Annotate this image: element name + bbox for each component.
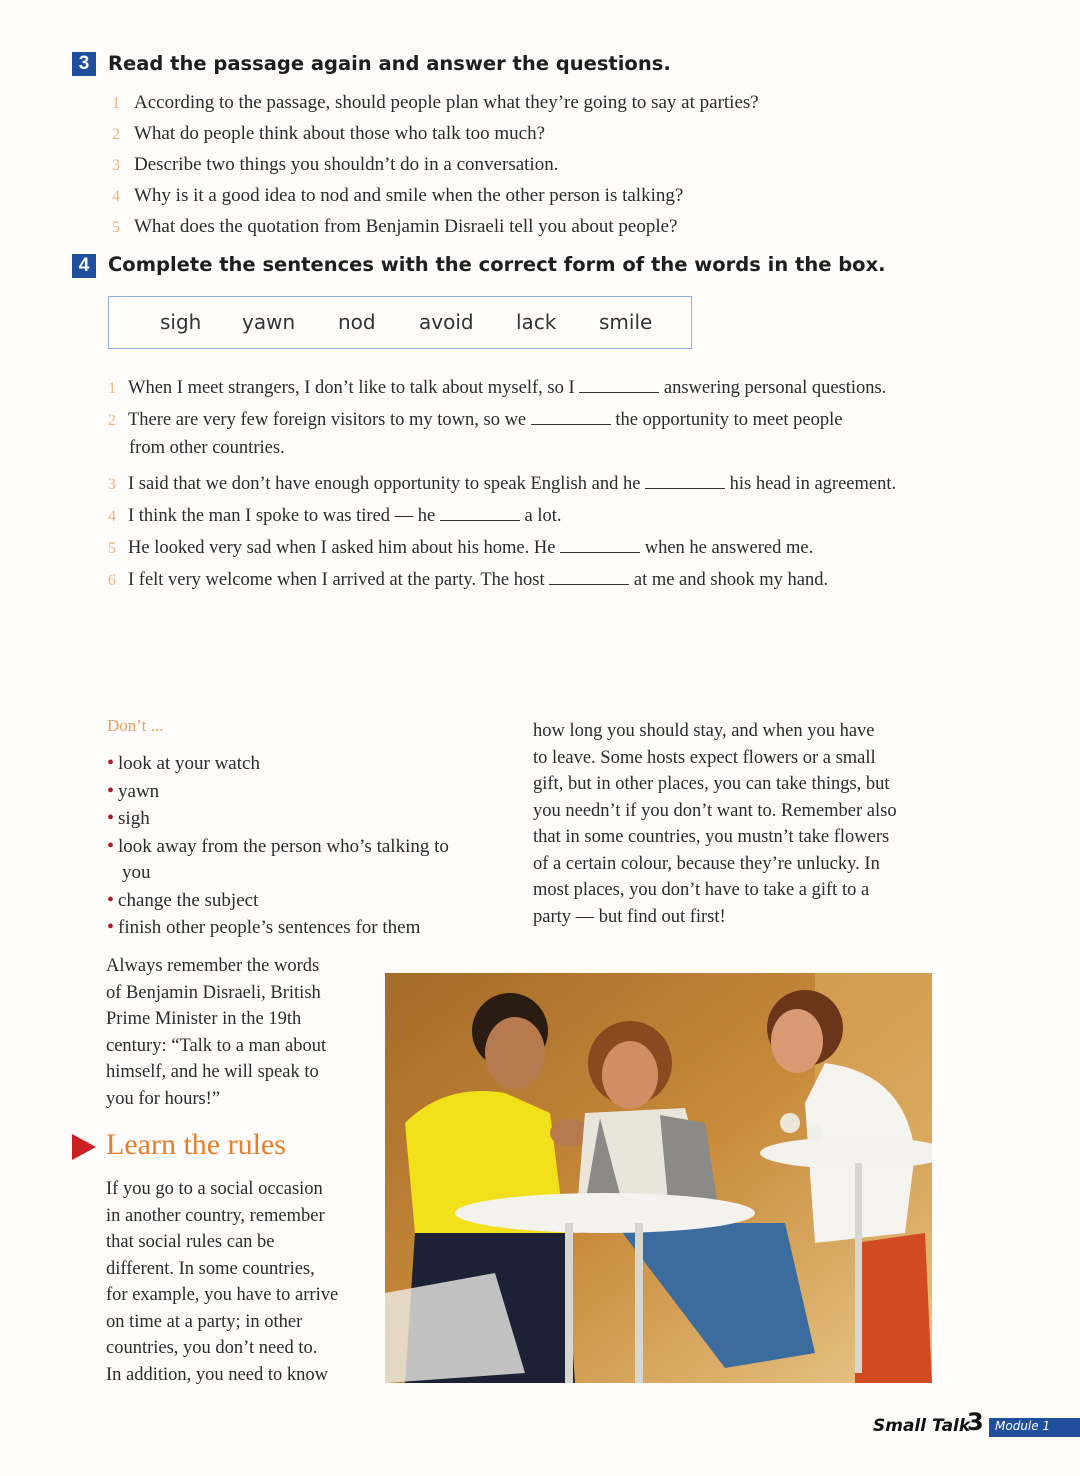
sentence-item: 4 I think the man I spoke to was tired — he a lot. [108, 502, 562, 527]
sentence-item: 2 There are very few foreign visitors to my town, so we the opportunity to meet people [108, 406, 843, 431]
sentence-continuation: from other countries. [129, 438, 285, 458]
exercise-number-badge: 3 [72, 52, 96, 76]
section-heading: Learn the rules [106, 1128, 286, 1161]
word-box-word: sigh [160, 310, 202, 334]
word-box-word: lack [516, 310, 557, 334]
list-item: • look at your watch [107, 752, 260, 774]
photo-illustration [385, 973, 932, 1383]
page-number: 3 [967, 1408, 984, 1436]
answer-blank[interactable] [560, 534, 640, 553]
question-item: 4 Why is it a good idea to nod and smile when the other person is talking? [112, 185, 684, 206]
disraeli-quote: Always remember the words of Benjamin Disraeli, British Prime Minister in the 19th century: “Talk to a man about himself, and he will speak to you for hours!” [106, 956, 327, 1109]
module-tab [989, 1418, 1080, 1437]
list-item: • yawn [107, 779, 160, 802]
list-item: • change the subject [107, 888, 259, 911]
module-label: Module 1 [995, 1419, 1051, 1433]
party-photo [385, 973, 932, 1383]
answer-blank[interactable] [531, 406, 611, 425]
word-box-word: avoid [419, 310, 474, 334]
word-box-word: nod [338, 310, 376, 334]
sentence-item: 1 When I meet strangers, I don’t like to talk about myself, so I answering personal questions. [108, 374, 886, 399]
word-box-word: smile [599, 310, 653, 334]
exercise-4-title: Complete the sentences with the correct form of the words in the box. [108, 253, 886, 276]
answer-blank[interactable] [579, 374, 659, 393]
list-item-continuation: you [122, 862, 151, 883]
list-item: • sigh [107, 807, 150, 829]
question-item: 2 What do people think about those who talk too much? [112, 123, 546, 144]
word-box [108, 296, 692, 349]
exercise-number-badge: 4 [72, 254, 96, 278]
question-item: 5 What does the quotation from Benjamin Disraeli tell you about people? [112, 216, 678, 237]
list-item: • finish other people’s sentences for them [107, 916, 421, 938]
rules-paragraph: If you go to a social occasion in another country, remember that social rules can be different. In some countries, for example, you have to arrive on time at a party; in other countries, you don’t need to. In addition, you need to know [106, 1179, 339, 1385]
answer-blank[interactable] [645, 470, 725, 489]
arrow-icon [72, 1134, 96, 1160]
dont-heading: Don’t ... [107, 716, 164, 735]
dont-list [107, 750, 449, 942]
sentence-item: 5 He looked very sad when I asked him about his home. He when he answered me. [108, 534, 813, 559]
sentence-item: 6 I felt very welcome when I arrived at the party. The host at me and shook my hand. [108, 566, 828, 591]
answer-blank[interactable] [440, 502, 520, 521]
answer-blank[interactable] [549, 566, 629, 585]
question-item: 3 Describe two things you shouldn’t do in a conversation. [112, 154, 559, 175]
word-box-word: yawn [242, 310, 296, 334]
footer-title: Small Talk [873, 1416, 971, 1436]
exercise-3-title: Read the passage again and answer the questions. [108, 52, 671, 75]
list-item: • look away from the person who’s talking to [107, 834, 449, 857]
right-column-text: how long you should stay, and when you have to leave. Some hosts expect flowers or a small gift, but in other places, you can take things, but you needn’t if you don’t want to. Remember also that in some countries, you mustn’t take flowers of a certain colour, because they’re unlucky. In most places, you don’t have to take a gift to a party — but find out first! [533, 721, 897, 927]
sentence-item: 3 I said that we don’t have enough opportunity to speak English and he his head in agreement. [108, 470, 896, 495]
exercise-3-questions [112, 88, 759, 243]
question-item: 1 According to the passage, should people plan what they’re going to say at parties? [112, 92, 759, 113]
